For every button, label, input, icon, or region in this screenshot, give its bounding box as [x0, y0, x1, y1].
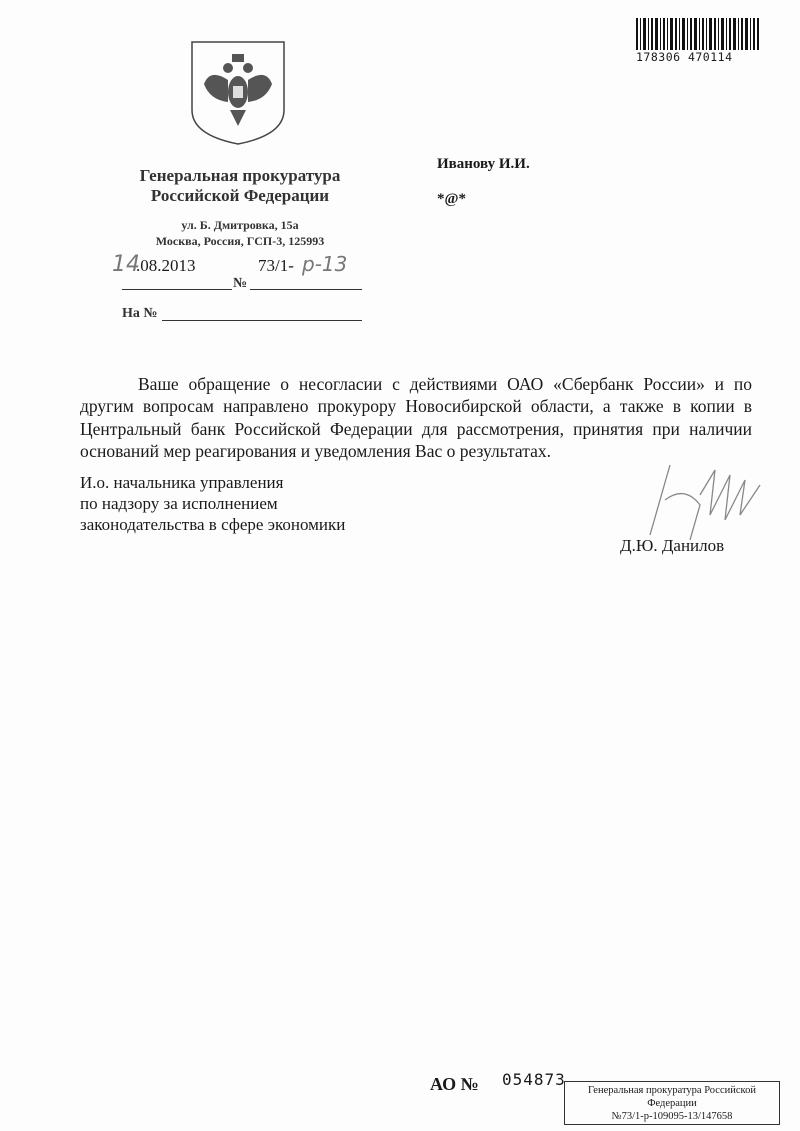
registration-stamp: [564, 1081, 780, 1125]
signer-name: Д.Ю. Данилов: [620, 536, 725, 555]
barcode-number: 178306 470114: [636, 50, 733, 64]
outgoing-number-handwritten: р-13: [302, 252, 348, 276]
form-series-label: АО №: [430, 1074, 479, 1094]
date-printed: .08.2013: [136, 256, 196, 275]
address-line1: ул. Б. Дмитровка, 15а: [181, 218, 299, 232]
signer-position-line1: И.о. начальника управления: [80, 473, 284, 492]
recipient-email: *@*: [437, 191, 466, 207]
barcode: [636, 18, 764, 66]
reply-to-underline: [162, 320, 362, 321]
letter-body-paragraph: Ваше обращение о несогласии с действиями ОАО «Сбербанк России» и по другим вопросам направлено прокурору Новосибирской области, а также в копии в Центральный банк Российской Федерации для рассмотрения, принятия при наличии оснований мер реагирования и уведомления Вас о результатах.: [80, 374, 752, 461]
date-handwritten-day: 14: [112, 252, 140, 277]
outgoing-number-printed: 73/1-: [258, 256, 294, 275]
stamp-line3: №73/1-р-109095-13/147658: [611, 1111, 733, 1122]
stamp-line1: Генеральная прокуратура Российской: [588, 1085, 756, 1096]
number-sign: №: [233, 276, 248, 291]
signer-position-line3: законодательства в сфере экономики: [80, 515, 346, 534]
signer-position-line2: по надзору за исполнением: [80, 494, 278, 513]
address-line2: Москва, Россия, ГСП-3, 125993: [155, 234, 325, 248]
reply-to-label: На №: [122, 306, 158, 321]
recipient-name: Иванову И.И.: [437, 156, 530, 172]
date-underline: [122, 289, 232, 290]
form-number: 054873: [502, 1070, 566, 1089]
number-underline: [250, 289, 362, 290]
org-name-line2: Российской Федерации: [150, 186, 330, 205]
org-name-line1: Генеральная прокуратура: [139, 166, 341, 185]
coat-of-arms-emblem: [190, 40, 286, 146]
stamp-line2: Федерации: [647, 1098, 697, 1109]
barcode-bars: [636, 18, 760, 50]
